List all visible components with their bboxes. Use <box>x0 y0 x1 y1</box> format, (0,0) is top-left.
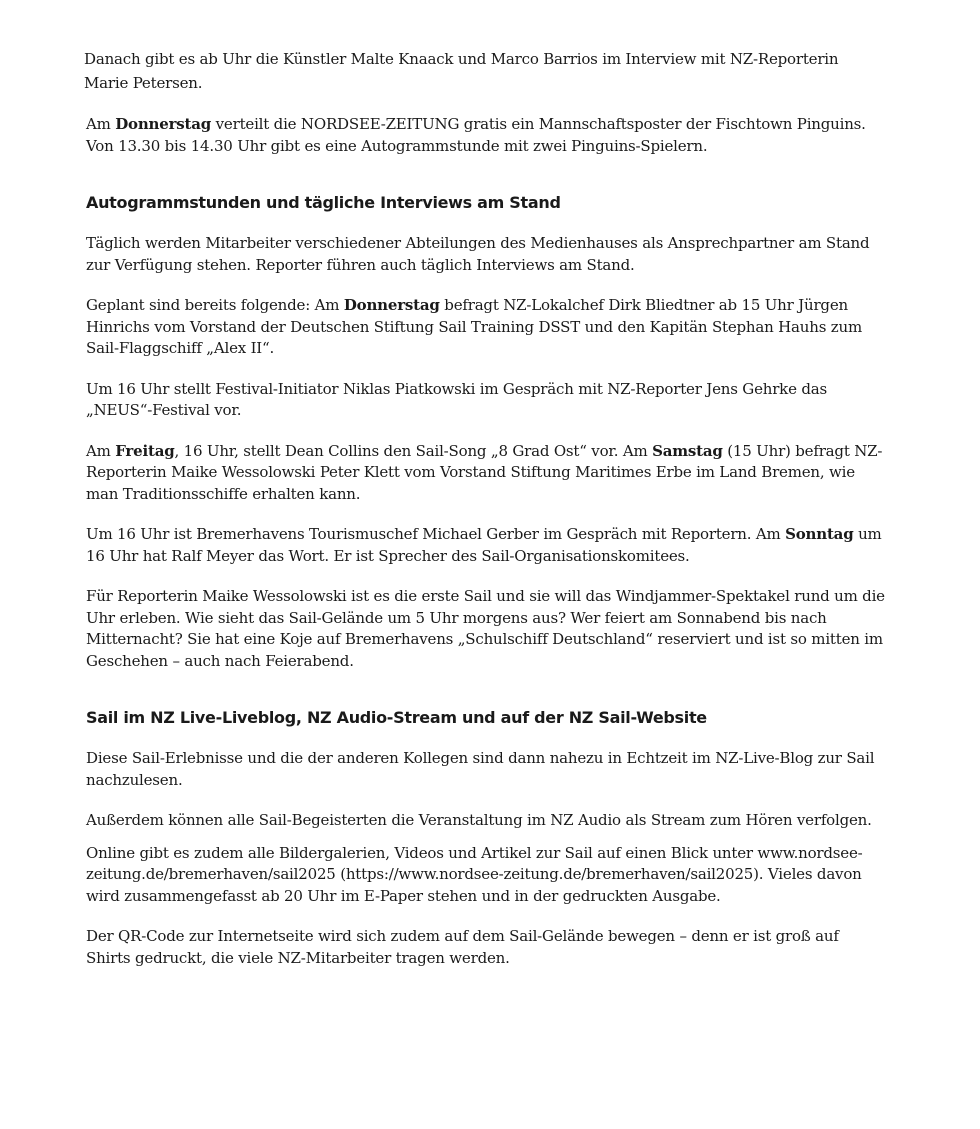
paragraph-mitarbeiter-stand: Täglich werden Mitarbeiter verschiedener Abteilungen des Medienhauses als Ansprechpartner am Stand zur Verfügung stehen. Reporter führen auch täglich Interviews am Stand. <box>86 234 870 274</box>
paragraph-liveblog: Diese Sail-Erlebnisse und die der anderen Kollegen sind dann nahezu in Echtzeit im NZ-Live-Blog zur Sail nachzulesen. <box>86 749 875 789</box>
text-segment: Um 16 Uhr ist Bremerhavens Tourismuschef Michael Gerber im Gespräch mit Reportern. Am <box>86 525 786 543</box>
section-heading-liveblog: Sail im NZ Live-Liveblog, NZ Audio-Stream und auf der NZ Sail-Website <box>86 708 707 727</box>
text-segment: , 16 Uhr, stellt Dean Collins den Sail-Song „8 Grad Ost“ vor. Am <box>174 441 653 460</box>
weekday-donnerstag: Donnerstag <box>115 115 212 133</box>
paragraph-qr-code: Der QR-Code zur Internetseite wird sich zudem auf dem Sail-Gelände bewegen – denn er ist groß auf Shirts gedruckt, die viele NZ-Mitarbeiter tragen werden. <box>86 927 839 967</box>
paragraph-interview-intro: Danach gibt es ab Uhr die Künstler Malte Knaack und Marco Barrios im Interview mit NZ-Reporterin Marie Petersen. <box>84 50 839 92</box>
paragraph-sonntag <box>86 524 886 567</box>
weekday-sonntag: Sonntag <box>785 525 854 543</box>
paragraph-donnerstag-interviews <box>86 295 886 360</box>
paragraph-online-galerien: Online gibt es zudem alle Bildergalerien, Videos und Artikel zur Sail auf einen Blick unter www.nordsee-zeitung.de/bremerhaven/sail2025 (https://www.nordsee-zeitung.de/bremerhaven/sail2025). Vieles davon wird zusammengefasst ab 20 Uhr im E-Paper stehen und in der gedruckten Ausgabe. <box>86 843 863 905</box>
weekday-donnerstag: Donnerstag <box>343 296 440 314</box>
weekday-freitag: Freitag <box>115 441 175 460</box>
article-body <box>86 47 886 988</box>
text-segment: um 16 Uhr hat Ralf Meyer das Wort. Er ist Sprecher des Sail-Organisationskomitees. <box>86 525 882 565</box>
text-segment: Am <box>86 115 116 133</box>
text-segment: Am <box>86 441 116 460</box>
section-heading-autogrammstunden: Autogrammstunden und tägliche Interviews am Stand <box>86 193 561 212</box>
paragraph-neus-festival: Um 16 Uhr stellt Festival-Initiator Niklas Piatkowski im Gespräch mit NZ-Reporter Jens Gehrke das „NEUS“-Festival vor. <box>86 379 827 419</box>
paragraph-freitag-samstag <box>86 441 886 506</box>
weekday-samstag: Samstag <box>652 441 723 460</box>
paragraph-donnerstag-poster <box>86 114 886 157</box>
paragraph-reporterin-erlebnis: Für Reporterin Maike Wessolowski ist es die erste Sail und sie will das Windjammer-Spektakel rund um die Uhr erleben. Wie sieht das Sail-Gelände um 5 Uhr morgens aus? Wer feiert am Sonnabend bis nach Mitternacht? Sie hat eine Koje auf Bremerhavens „Schulschiff Deutschland“ reserviert und ist so mitten im Geschehen – auch nach Feierabend. <box>86 587 885 670</box>
text-segment: Geplant sind bereits folgende: Am <box>86 296 344 314</box>
text-segment: befragt NZ-Lokalchef Dirk Bliedtner ab 15 Uhr Jürgen Hinrichs vom Vorstand der Deutschen Stiftung Sail Training DSST und den Kapitän Stephan Hauhs zum Sail-Flaggschiff „Alex II“. <box>86 296 862 357</box>
text-segment: (15 Uhr) befragt NZ-Reporterin Maike Wessolowski Peter Klett vom Vorstand Stiftung Maritimes Erbe im Land Bremen, wie man Traditionsschiffe erhalten kann. <box>86 441 883 503</box>
paragraph-audio-stream: Außerdem können alle Sail-Begeisterten die Veranstaltung im NZ Audio als Stream zum Hören verfolgen. <box>86 811 872 829</box>
text-segment: verteilt die NORDSEE-ZEITUNG gratis ein Mannschaftsposter der Fischtown Pinguins. Von 13.30 bis 14.30 Uhr gibt es eine Autogrammstunde mit zwei Pinguins-Spielern. <box>86 115 866 155</box>
